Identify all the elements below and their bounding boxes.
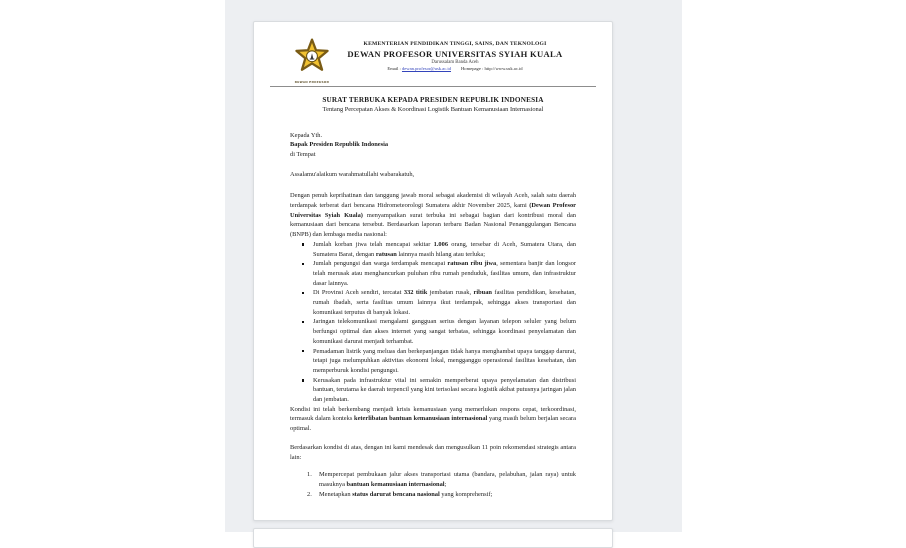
opening-paragraph: Dengan penuh keprihatinan dan tanggung jawab moral sebagai akademisi di wilayah Aceh, salah satu daerah terdampak terberat dari bencana Hidrometeorologi Sumatera akhir November 2025, kami (Dewan Profesor Universitas Syiah Kuala) menyampaikan surat terbuka ini sebagai bagian dari kontribusi moral dan kemanusiaan dari bencana tersebut. Berdasarkan laporan terbaru Badan Nasional Penanggulangan Bencana (BNPB) dan lembaga media nasional: <box>290 192 576 239</box>
impact-bullet-list <box>313 240 576 405</box>
logo-caption: DEWAN PROFESOR <box>294 80 330 84</box>
recommendation-list <box>319 470 576 499</box>
bullet-refugees: Jumlah pengungsi dan warga terdampak mencapai ratusan ribu jiwa, sementara banjir dan longsor telah merusak atau menghancurkan puluhan ribu rumah penduduk, fasilitas umum, dan infrastruktur dasar lainnya. <box>313 260 576 287</box>
recipient-block <box>290 131 576 160</box>
recipient-place: di Tempat <box>290 150 316 158</box>
recipient-name: Bapak Presiden Republik Indonesia <box>290 141 389 149</box>
letter-page-1 <box>253 21 613 521</box>
document-viewer[interactable] <box>225 0 682 532</box>
bullet-aceh-damage: Di Provinsi Aceh sendiri, tercatat 332 titik jembatan rusak, ribuan fasilitas pendidikan, kesehatan, rumah ibadah, serta fasilitas umum lainnya ikut terdampak, sehingga akses transportasi dan komunikasi terputus di banyak lokasi. <box>313 289 576 316</box>
letter-title: SURAT TERBUKA KEPADA PRESIDEN REPUBLIK INDONESIA <box>322 96 544 104</box>
homepage-label: Homepage : <box>460 66 485 71</box>
letter-subtitle: Tentang Percepatan Akses & Koordinasi Logistik Bantuan Kemanusiaan Internasional <box>322 105 544 113</box>
ministry-name: KEMENTERIAN PENDIDIKAN TINGGI, SAINS, DAN TEKNOLOGI <box>363 41 547 47</box>
organization-address: Darussalam Banda Aceh <box>431 60 479 65</box>
usk-star-logo-icon <box>291 37 333 79</box>
homepage-link[interactable]: http://www.usk.ac.id <box>484 66 523 71</box>
usk-logo <box>290 37 334 84</box>
email-link[interactable]: dewan.profesor@usk.ac.id <box>401 66 451 71</box>
recommendation-intro: Berdasarkan kondisi di atas, dengan ini kami mendesak dan mengusulkan 11 poin rekomendasi strategis antara lain: <box>290 443 576 461</box>
closing-paragraph: Kondisi ini telah berkembang menjadi krisis kemanusiaan yang memerlukan respons cepat, terkoordinasi, termasuk dalam konteks keterlibatan bantuan kemanusiaan internasional yang masih belum berjalan secara optimal. <box>290 405 576 433</box>
recommendation-item: Mempercepat pembukaan jalur akses transportasi utama (bandara, pelabuhan, jalan raya) untuk masuknya bantuan kemanusiaan internasional; <box>319 471 576 488</box>
recipient-to-line: Kepada Yth. <box>290 131 323 139</box>
bullet-power-outage: Pemadaman listrik yang meluas dan berkepanjangan tidak hanya menghambat upaya tanggap darurat, tetapi juga melumpuhkan aktivitas ekonomi lokal, mengganggu operasional fasilitas kesehatan, dan memperburuk kondisi pengungsi. <box>313 347 576 374</box>
letterhead <box>290 37 576 84</box>
email-label: Email : <box>387 66 402 71</box>
islamic-greeting: Assalamu'alaikum warahmatullahi wabarakatuh, <box>290 170 415 178</box>
bullet-casualties: Jumlah korban jiwa telah mencapai sekitar 1.006 orang, tersebar di Aceh, Sumatera Utara, dan Sumatera Barat, dengan ratusan lainnya masih hilang atau terluka; <box>313 240 576 258</box>
recommendation-item: Menetapkan status darurat bencana nasional yang komprehensif; <box>319 490 493 498</box>
letter-page-2-edge <box>253 528 613 548</box>
letter-title-block <box>290 96 576 113</box>
letterhead-divider <box>270 86 596 87</box>
letterhead-text <box>334 37 576 71</box>
bullet-infrastructure: Kerusakan pada infrastruktur vital ini semakin memperberat upaya penyelamatan dan distribusi bantuan, terutama ke daerah terpencil yang kini terisolasi secara logistik akibat putusnya jaringan jalan dan jembatan. <box>313 376 576 404</box>
organization-name: DEWAN PROFESOR UNIVERSITAS SYIAH KUALA <box>347 48 563 59</box>
bullet-telecom: Jaringan telekomunikasi mengalami gangguan serius dengan layanan telepon seluler yang belum berfungsi optimal dan akses internet yang sangat terbatas, sehingga koordinasi penyelamatan dan komunikasi darurat menjadi terhambat. <box>313 318 576 345</box>
contact-line <box>334 66 576 71</box>
